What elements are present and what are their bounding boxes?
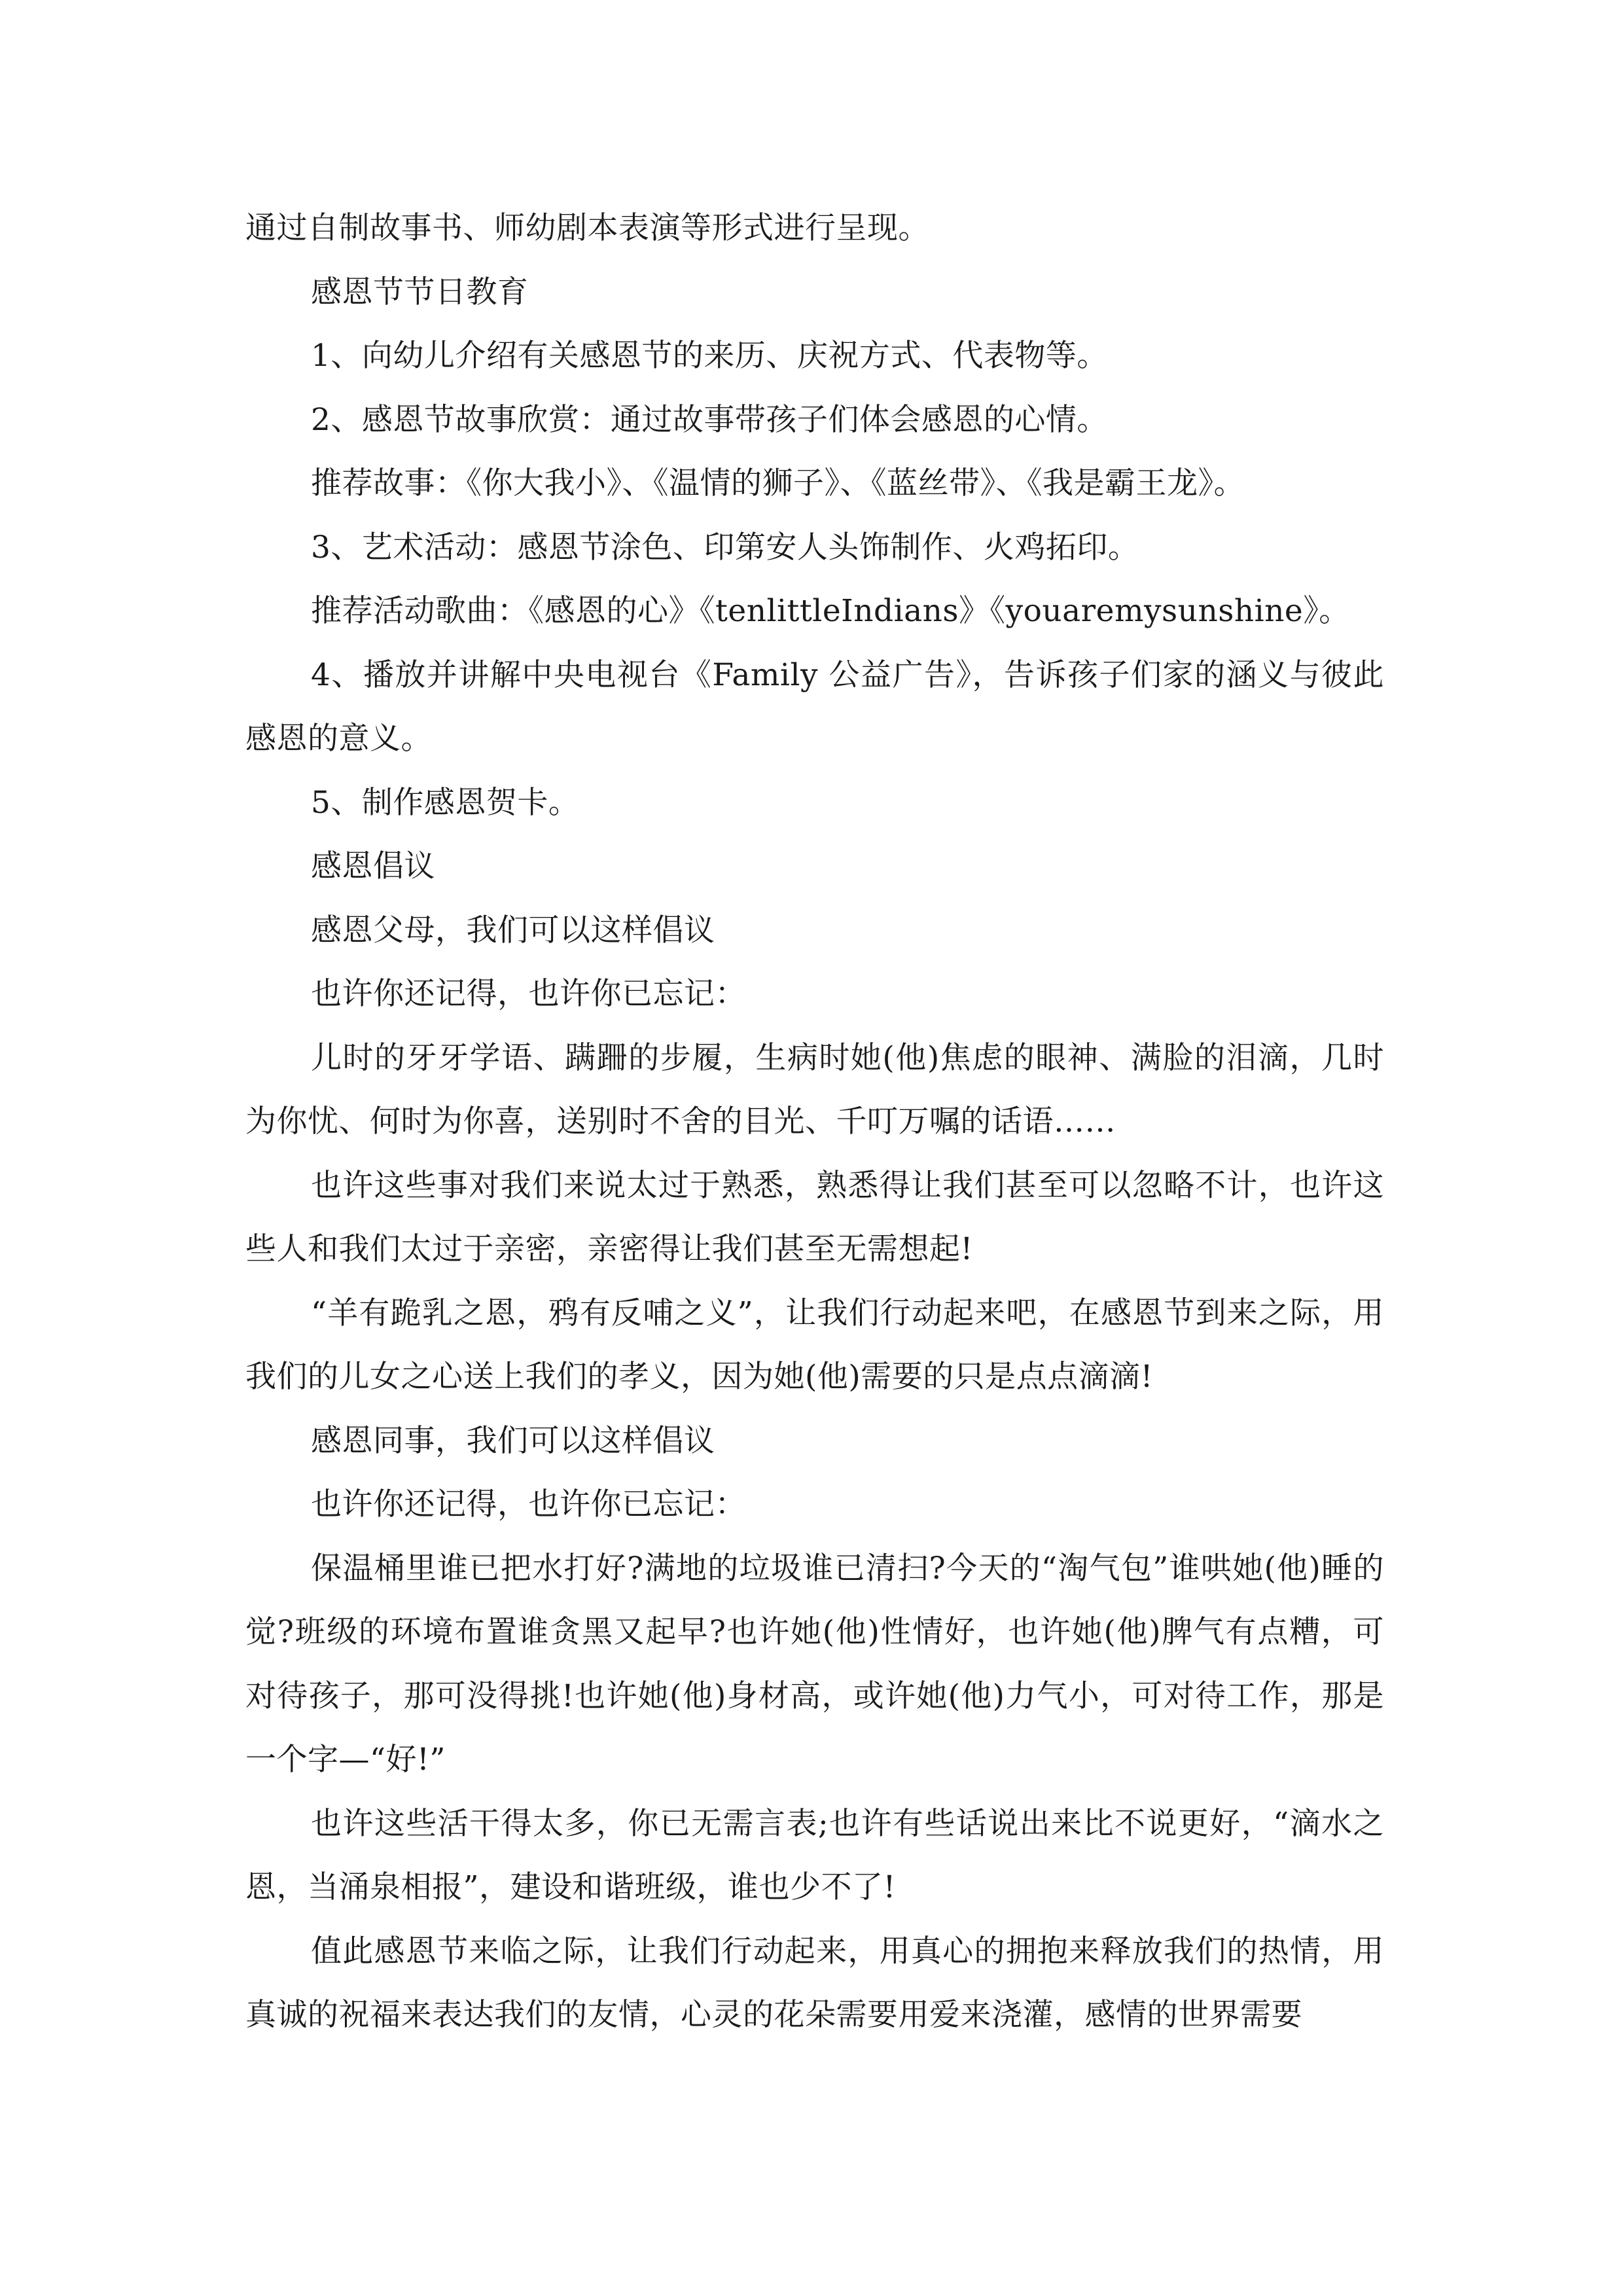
paragraph: 值此感恩节来临之际，让我们行动起来，用真心的拥抱来释放我们的热情，用真诚的祝福来表达我们的友情，心灵的花朵需要用爱来浇灌，感情的世界需要 <box>245 1933 1384 2033</box>
list-item-4: 4、播放并讲解中央电视台《Family 公益广告》，告诉孩子们家的涵义与彼此感恩的意义。 <box>245 656 1384 757</box>
paragraph-continuation: 通过自制故事书、师幼剧本表演等形式进行呈现。 <box>245 210 929 246</box>
paragraph: 也许这些事对我们来说太过于熟悉，熟悉得让我们甚至可以忽略不计，也许这些人和我们太过于亲密，亲密得让我们甚至无需想起! <box>245 1167 1384 1267</box>
paragraph: 保温桶里谁已把水打好?满地的垃圾谁已清扫?今天的“淘气包”谁哄她(他)睡的觉?班级的环境布置谁贪黑又起早?也许她(他)性情好，也许她(他)脾气有点糟，可对待孩子，那可没得挑!也许她(他)身材高，或许她(他)力气小，可对待工作，那是一个字—“好!” <box>245 1550 1384 1778</box>
list-item-5: 5、制作感恩贺卡。 <box>311 784 580 821</box>
list-item-2: 2、感恩节故事欣赏：通过故事带孩子们体会感恩的心情。 <box>311 401 1108 438</box>
section-heading-proposal: 感恩倡议 <box>311 848 435 884</box>
section-heading-festival-education: 感恩节节日教育 <box>311 274 529 310</box>
paragraph: 也许你还记得，也许你已忘记： <box>311 976 746 1012</box>
paragraph: 也许这些活干得太多，你已无需言表;也许有些话说出来比不说更好，“滴水之恩，当涌泉相报”，建设和谐班级，谁也少不了! <box>245 1805 1384 1905</box>
paragraph: “羊有跪乳之恩，鸦有反哺之义”，让我们行动起来吧，在感恩节到来之际，用我们的儿女之心送上我们的孝义，因为她(他)需要的只是点点滴滴! <box>245 1295 1384 1395</box>
document-body <box>245 196 1384 2047</box>
subheading-colleagues: 感恩同事，我们可以这样倡议 <box>311 1422 715 1459</box>
list-item-3: 3、艺术活动：感恩节涂色、印第安人头饰制作、火鸡拓印。 <box>311 529 1139 565</box>
paragraph: 也许你还记得，也许你已忘记： <box>311 1486 746 1522</box>
paragraph: 儿时的牙牙学语、蹒跚的步履，生病时她(他)焦虑的眼神、满脸的泪滴，几时为你忧、何时为你喜，送别时不舍的目光、千叮万嘱的话语…… <box>245 1039 1384 1139</box>
recommended-stories: 推荐故事：《你大我小》、《温情的狮子》、《蓝丝带》、《我是霸王龙》。 <box>311 465 1245 501</box>
subheading-parents: 感恩父母，我们可以这样倡议 <box>311 912 715 948</box>
recommended-songs: 推荐活动歌曲：《感恩的心》《tenlittleIndians》《youaremysunshine》。 <box>311 593 1350 629</box>
list-item-1: 1、向幼儿介绍有关感恩节的来历、庆祝方式、代表物等。 <box>311 338 1108 374</box>
